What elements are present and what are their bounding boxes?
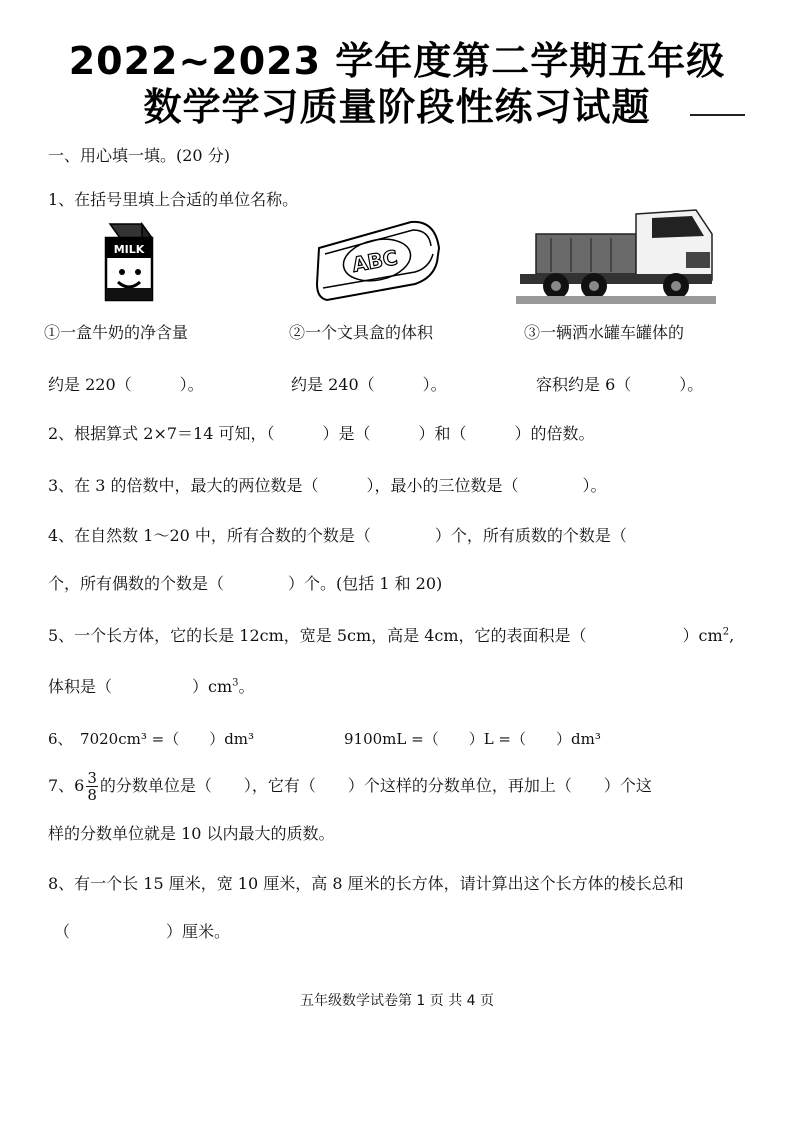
question-5-line2 [48, 677, 255, 697]
question-8-line1: 8、有一个长 15 厘米，宽 10 厘米，高 8 厘米的长方体，请计算出这个长方体的棱长总和 [48, 874, 684, 893]
q1-item-a-line1: ①一盒牛奶的净含量 [44, 323, 189, 342]
q5-line2-end: 。 [238, 677, 255, 696]
q5-line1-end: , [729, 626, 735, 645]
squared-superscript: 2 [722, 626, 730, 638]
q5-line2-text: 体积是（ ）cm [48, 677, 233, 696]
question-4-line2: 个，所有偶数的个数是（ ）个。(包括 1 和 20) [48, 574, 443, 593]
title-underline [690, 114, 745, 116]
question-6-part-a: 6、 7020cm³ =（ ）dm³ [48, 730, 255, 748]
mixed-number-fraction [86, 770, 98, 803]
question-1-stem: 1、在括号里填上合适的单位名称。 [48, 190, 299, 209]
fraction-denominator: 8 [87, 786, 97, 804]
question-6-part-b: 9100mL =（ ）L =（ ）dm³ [344, 730, 601, 748]
question-2: 2、根据算式 2×7＝14 可知，（ ）是（ ）和（ ）的倍数。 [48, 424, 595, 443]
question-8-line2: （ ）厘米。 [54, 922, 231, 941]
question-5-line1 [48, 626, 734, 646]
q1-item-c-line1: ③一辆洒水罐车罐体的 [524, 323, 685, 342]
fraction-numerator: 3 [87, 769, 97, 787]
pencil-case-label: ABC [350, 245, 400, 277]
q1-item-b-line1: ②一个文具盒的体积 [289, 323, 434, 342]
section-heading: 一、用心填一填。(20 分) [48, 146, 230, 165]
milk-carton-image [100, 222, 162, 302]
q7-rest: 的分数单位是（ ），它有（ ）个这样的分数单位，再加上（ ）个这 [99, 776, 652, 795]
q1-item-c-line2: 容积约是 6（ ）。 [536, 375, 704, 394]
question-7-line2: 样的分数单位就是 10 以内最大的质数。 [48, 824, 335, 843]
question-4-line1: 4、在自然数 1～20 中，所有合数的个数是（ ）个，所有质数的个数是（ [48, 526, 627, 545]
exam-title-line2: 数学学习质量阶段性练习试题 [143, 85, 651, 129]
question-7-line1 [48, 768, 652, 804]
pencil-case-image [315, 218, 443, 304]
water-truck-image [516, 204, 716, 304]
page-footer: 五年级数学试卷第 1 页 共 4 页 [299, 993, 495, 1009]
exam-title-line1: 2022~2023 学年度第二学期五年级 [68, 39, 726, 83]
cubed-superscript: 3 [232, 677, 239, 689]
question-3: 3、在 3 的倍数中，最大的两位数是（ ），最小的三位数是（ ）。 [48, 476, 607, 495]
q7-prefix: 7、6 [48, 776, 85, 795]
q5-line1-text: 5、一个长方体，它的长是 12cm，宽是 5cm，高是 4cm，它的表面积是（ ）cm [48, 626, 723, 645]
q1-item-a-line2: 约是 220（ ）。 [48, 375, 204, 394]
q1-item-b-line2: 约是 240（ ）。 [291, 375, 447, 394]
milk-label: MILK [113, 243, 145, 256]
